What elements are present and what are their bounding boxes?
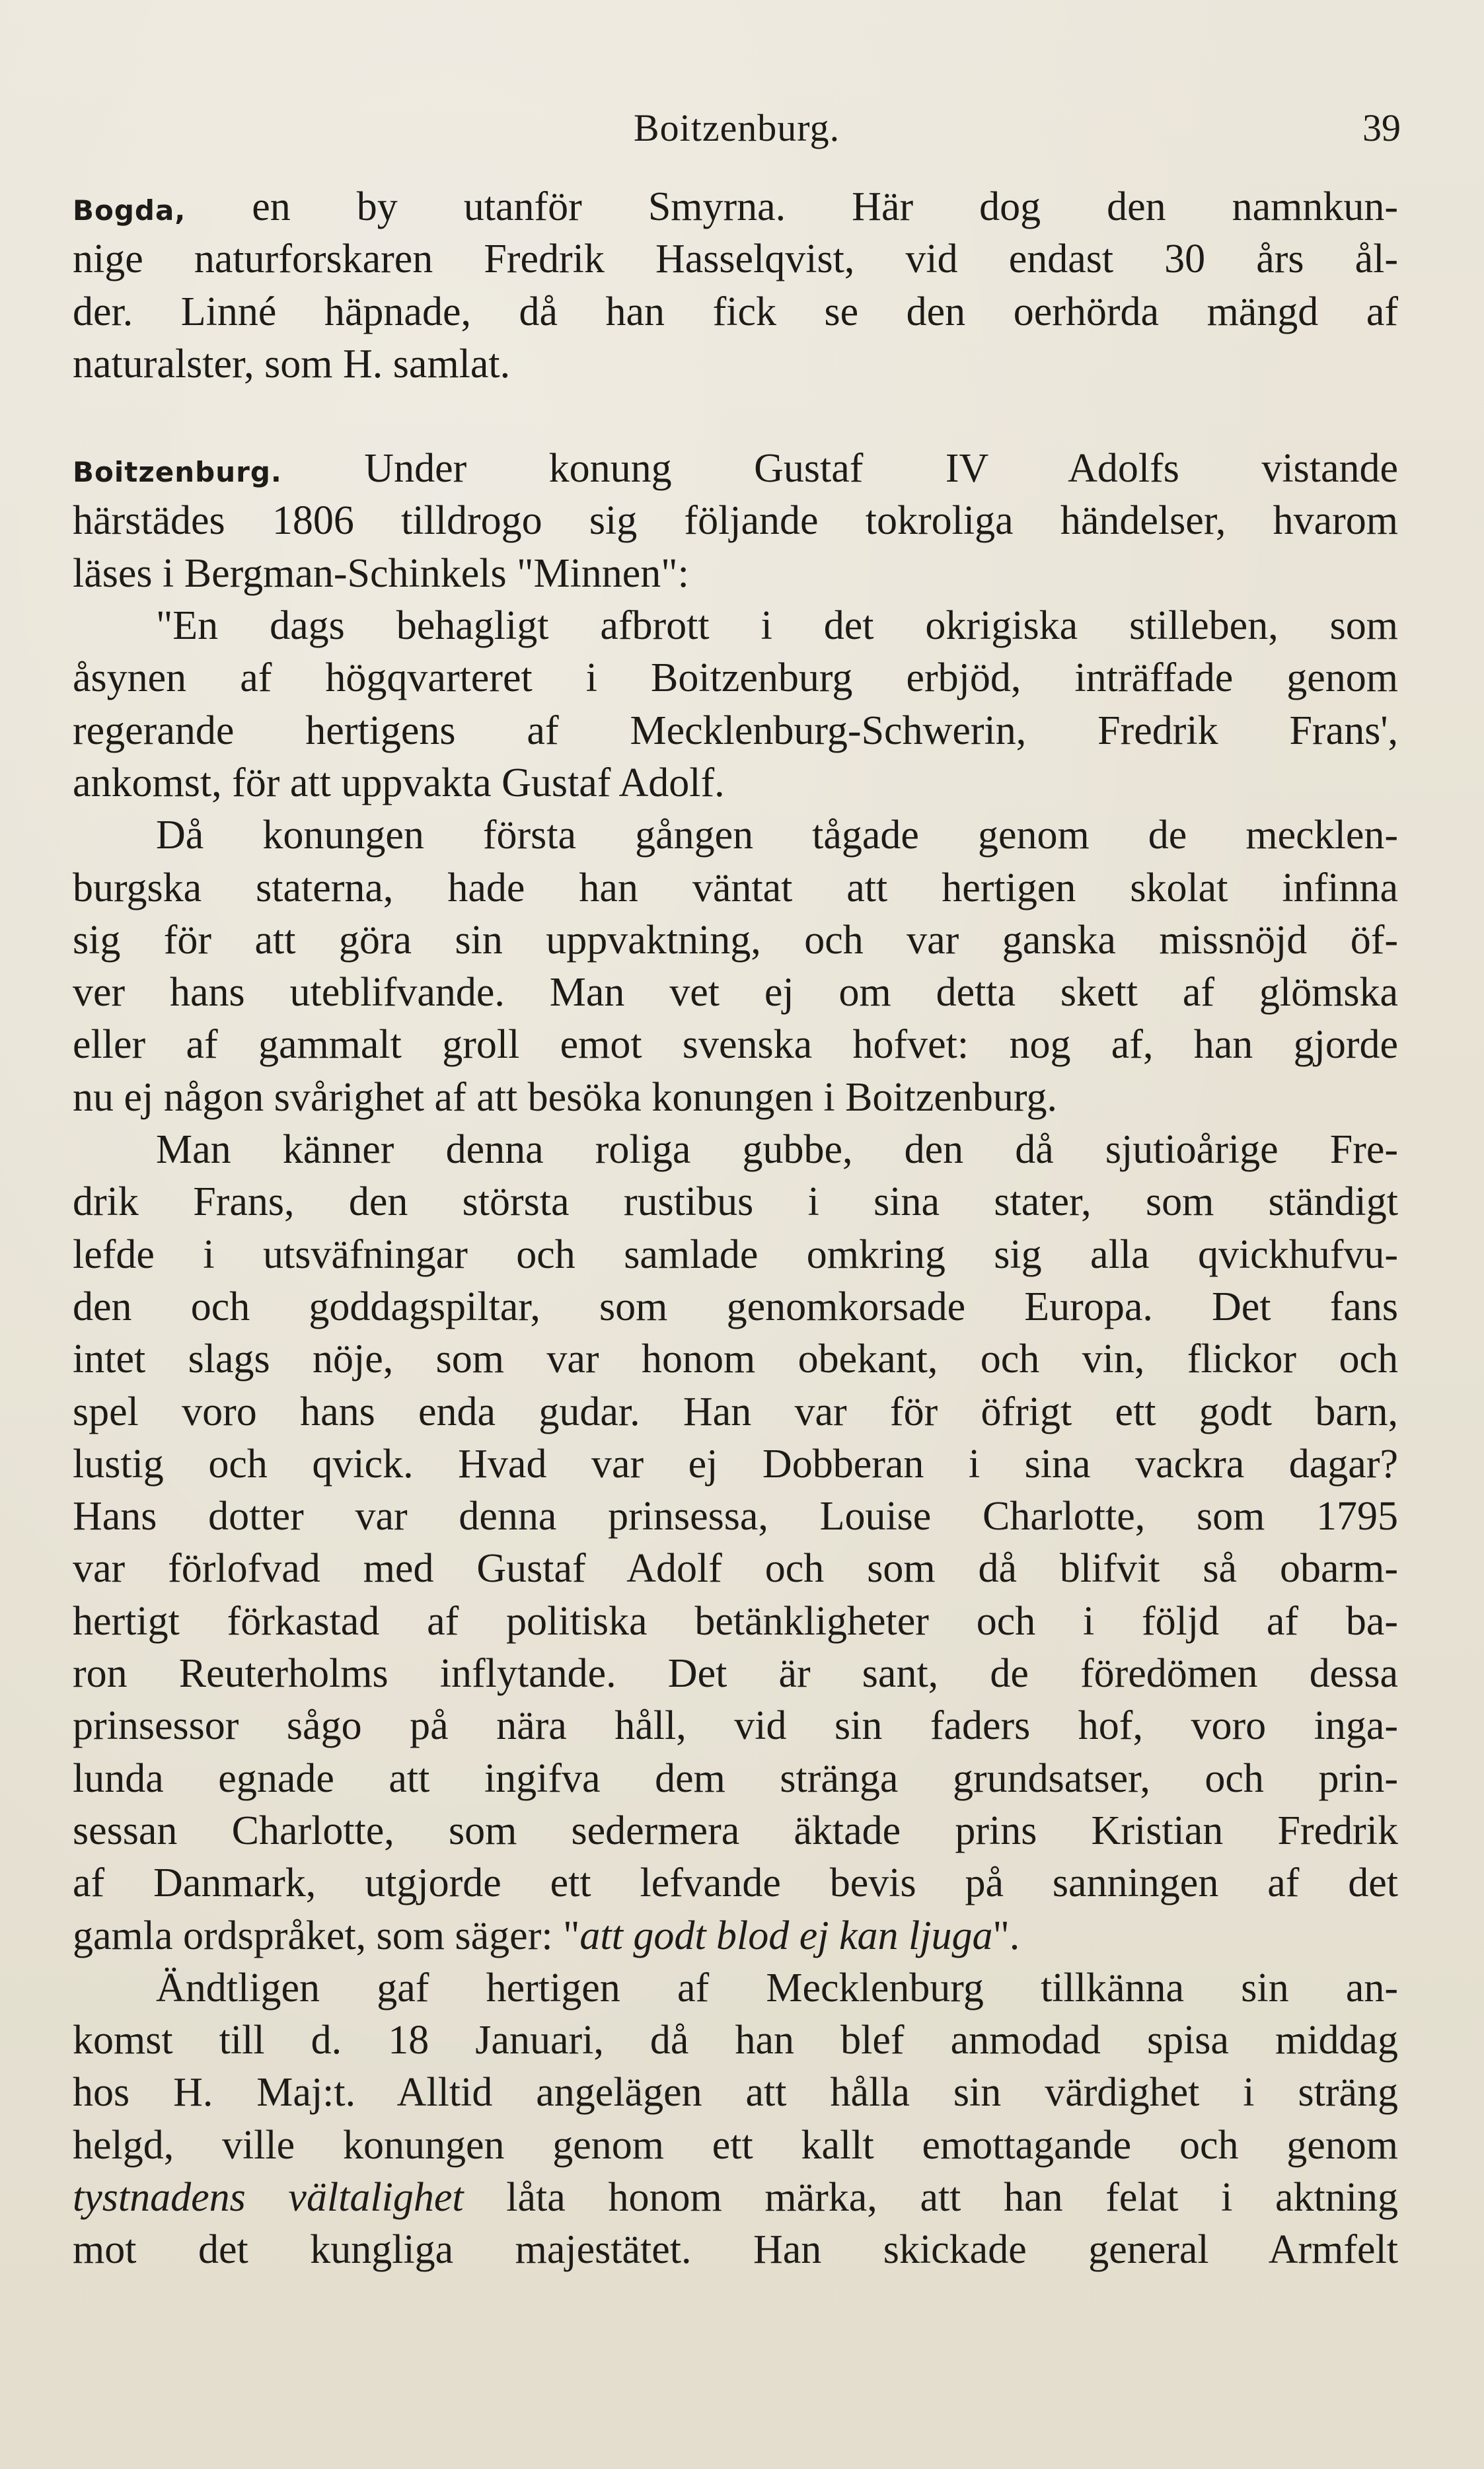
text-line: ankomst, för att uppvakta Gustaf Adolf.: [73, 760, 725, 805]
text-line: Då konungen första gången tågade genom de mecklen-: [156, 813, 1398, 858]
proverb-quote: att godt blod ej kan ljuga: [579, 1913, 993, 1958]
text-line: [73, 443, 1398, 495]
text-line: den och goddagspiltar, som genomkorsade Europa. Det fans: [73, 1284, 1398, 1329]
entry-boitzenburg: [73, 443, 1398, 2276]
text-line: naturalster, som H. samlat.: [73, 341, 511, 387]
text-line: drik Frans, den största rustibus i sina stater, som ständigt: [73, 1179, 1398, 1225]
page-number: 39: [1362, 106, 1401, 149]
text-line: åsynen af högqvarteret i Boitzenburg erbjöd, inträffade genom: [73, 655, 1398, 701]
text-line: hertigt förkastad af politiska betänkligheter och i följd af ba-: [73, 1598, 1398, 1644]
text-line: lunda egnade att ingifva dem stränga grundsatser, och prin-: [73, 1755, 1398, 1801]
body-text: [73, 181, 1398, 2277]
line-text: låta honom märka, att han felat i aktning: [463, 2174, 1398, 2220]
text-line: burgska staterna, hade han väntat att hertigen skolat infinna: [73, 865, 1398, 910]
line-text: en by utanför Smyrna. Här dog den namnkun-: [186, 184, 1398, 229]
text-line: der. Linné häpnade, då han fick se den oerhörda mängd af: [73, 289, 1398, 334]
text-line: sig för att göra sin uppvaktning, och var ganska missnöjd öf-: [73, 917, 1398, 963]
text-line: regerande hertigens af Mecklenburg-Schwerin, Fredrik Frans',: [73, 708, 1398, 753]
text-line: [73, 2172, 1398, 2224]
text-line: nu ej någon svårighet af att besöka konungen i Boitzenburg.: [73, 1074, 1057, 1120]
text-line: sessan Charlotte, som sedermera äktade prins Kristian Fredrik: [73, 1808, 1398, 1853]
text-line: [73, 1910, 1398, 1962]
text-line: [73, 181, 1398, 233]
text-line: Ändtligen gaf hertigen af Mecklenburg tillkänna sin an-: [156, 1965, 1398, 2010]
text-line: hos H. Maj:t. Alltid angelägen att hålla sin värdighet i sträng: [73, 2070, 1398, 2116]
text-line: eller af gammalt groll emot svenska hofvet: nog af, han gjorde: [73, 1022, 1398, 1068]
text-line: var förlofvad med Gustaf Adolf och som då blifvit så obarm-: [73, 1546, 1398, 1592]
text-line: komst till d. 18 Januari, då han blef anmodad spisa middag: [73, 2018, 1398, 2063]
entry-bogda: [73, 181, 1398, 390]
emphasis-text: tystnadens vältalighet: [73, 2174, 464, 2220]
text-line: mot det kungliga majestätet. Han skickade general Armfelt: [73, 2227, 1398, 2273]
text-line: prinsessor sågo på nära håll, vid sin faders hof, voro inga-: [73, 1703, 1398, 1749]
page-header: [73, 106, 1401, 165]
text-line: lustig och qvick. Hvad var ej Dobberan i sina vackra dagar?: [73, 1441, 1398, 1487]
line-text: Under konung Gustaf IV Adolfs vistande: [281, 446, 1398, 492]
running-head: Boitzenburg.: [633, 106, 840, 149]
text-line: intet slags nöje, som var honom obekant, och vin, flickor och: [73, 1337, 1398, 1382]
text-line: lefde i utsväfningar och samlade omkring sig alla qvickhufvu-: [73, 1232, 1398, 1277]
text-line: helgd, ville konungen genom ett kallt emottagande och genom: [73, 2122, 1398, 2168]
text-line: spel voro hans enda gudar. Han var för öfrigt ett godt barn,: [73, 1389, 1398, 1434]
text-line: ron Reuterholms inflytande. Det är sant, de föredömen dessa: [73, 1651, 1398, 1697]
text-line: af Danmark, utgjorde ett lefvande bevis på sanningen af det: [73, 1861, 1398, 1906]
line-text: gamla ordspråket, som säger: ": [73, 1913, 580, 1958]
text-line: läses i Bergman-Schinkels "Minnen":: [73, 550, 689, 596]
text-line: "En dags behagligt afbrott i det okrigiska stilleben, som: [156, 603, 1398, 649]
entry-separator: [73, 390, 1398, 443]
line-text: ".: [992, 1913, 1020, 1958]
entry-headword: Boitzenburg.: [73, 456, 282, 489]
text-line: härstädes 1806 tilldrogo sig följande tokroliga händelser, hvarom: [73, 498, 1398, 544]
text-line: nige naturforskaren Fredrik Hasselqvist, vid endast 30 års ål-: [73, 237, 1398, 282]
entry-headword: Bogda,: [73, 194, 186, 227]
text-line: Hans dotter var denna prinsessa, Louise Charlotte, som 1795: [73, 1494, 1398, 1539]
text-line: ver hans uteblifvande. Man vet ej om detta skett af glömska: [73, 970, 1398, 1015]
text-line: Man känner denna roliga gubbe, den då sjutioårige Fre-: [156, 1127, 1398, 1173]
